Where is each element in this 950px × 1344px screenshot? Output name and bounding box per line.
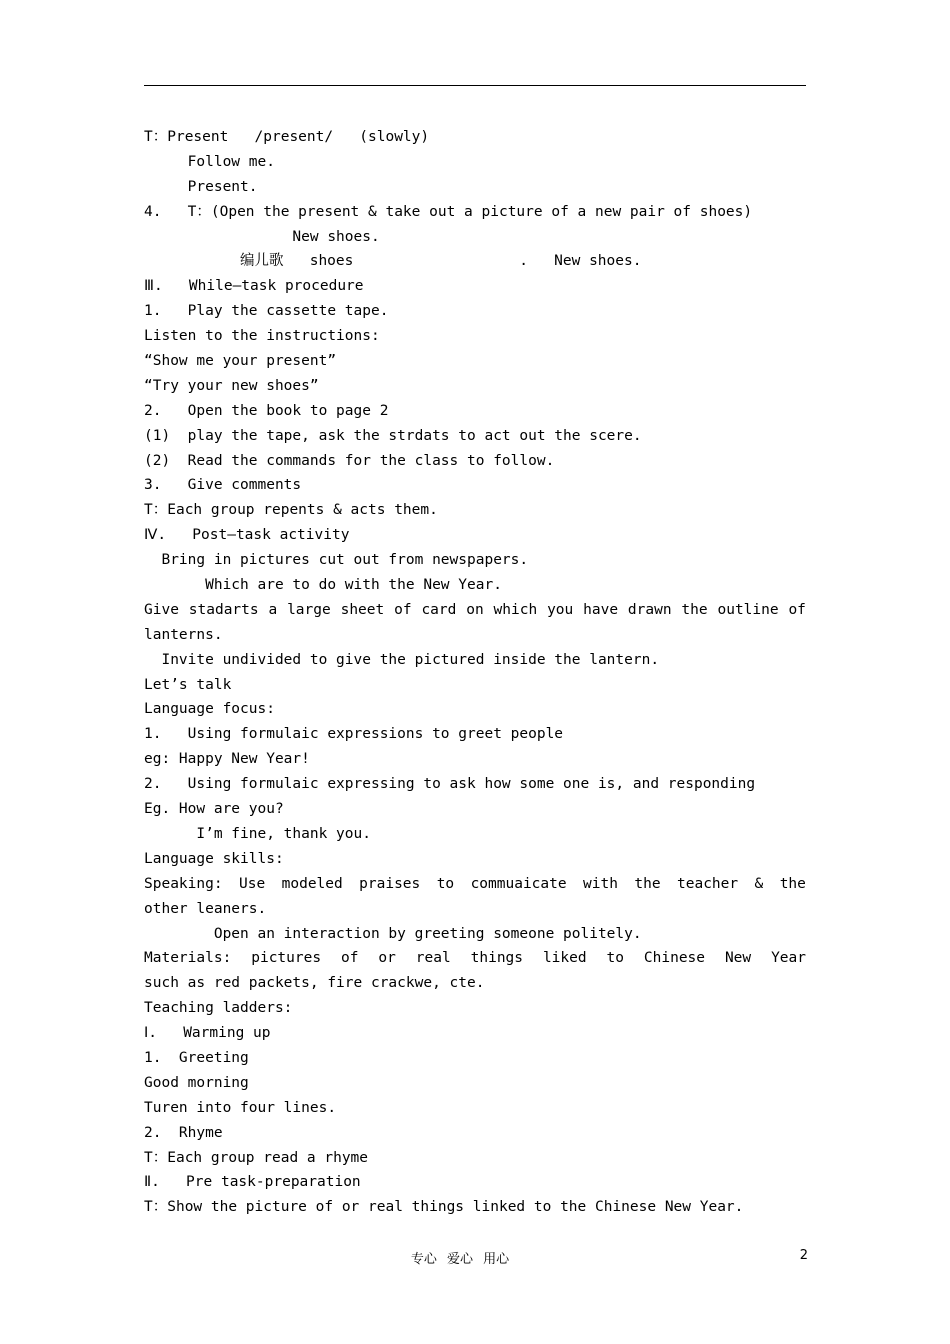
page-footer [0, 1248, 950, 1268]
text-line: other leaners. [144, 900, 267, 917]
text-line: 4. T：(Open the present & take out a picture of a new pair of shoes) [144, 203, 753, 220]
text-line: 2. Open the book to page 2 [144, 402, 389, 419]
text-line: Which are to do with the New Year. [144, 577, 502, 594]
text-line: Invite undivided to give the pictured inside the lantern. [144, 651, 660, 668]
word: with [583, 875, 618, 892]
text-line: Ⅱ. Pre task-preparation [144, 1174, 361, 1191]
text-line: I’m fine, thank you. [144, 825, 371, 842]
word: card [421, 601, 457, 618]
text-line: Language focus: [144, 701, 275, 718]
text-line: Present. [144, 178, 258, 195]
text-line: T：Present /present/ (slowly) [144, 129, 430, 145]
text-line: Ⅰ. Warming up [144, 1025, 271, 1042]
word: of [788, 601, 806, 618]
word: Give [144, 601, 179, 618]
word: on [466, 601, 484, 618]
page-number: 2 [799, 1248, 808, 1263]
text-line: Follow me. [144, 153, 275, 170]
text-line [144, 946, 806, 971]
text-line: “Try your new shoes” [144, 377, 319, 394]
word: praises [359, 875, 421, 892]
word: drawn [627, 601, 672, 618]
text-line: Eg. How are you? [144, 801, 284, 818]
word: Chinese [643, 950, 706, 967]
word: teacher [677, 875, 739, 892]
word: Use [239, 875, 266, 892]
text-line: such as red packets, fire crackwe, cte. [144, 975, 485, 992]
text-line: “Show me your present” [144, 353, 337, 370]
text-line: T：Each group repents & acts them. [144, 502, 438, 519]
word: to [436, 875, 455, 892]
text-line: (1) play the tape, ask the strdats to act out the scere. [144, 427, 642, 444]
text-line [144, 598, 806, 623]
text-line: 3. Give comments [144, 477, 302, 494]
footer-motto: 专心 爱心 用心 [410, 1252, 510, 1267]
text-line: 1. Using formulaic expressions to greet people [144, 726, 564, 743]
word: sheet [340, 601, 385, 618]
word: which [493, 601, 538, 618]
text-line: Ⅳ. Post—task activity [144, 527, 350, 544]
header-rule [144, 85, 806, 86]
word: or [378, 950, 396, 967]
text-line: 2. Using formulaic expressing to ask how some one is, and responding [144, 776, 756, 793]
word: large [287, 601, 331, 618]
word: of [394, 601, 412, 618]
word: the [779, 875, 806, 892]
text-line: eg: Happy New Year! [144, 751, 310, 768]
word: outline [717, 601, 779, 618]
word: a [268, 601, 278, 618]
text-line: Listen to the instructions: [144, 328, 380, 345]
text-line: 1. Play the cassette tape. [144, 303, 389, 320]
text-line: (2) Read the commands for the class to follow. [144, 452, 555, 469]
text-line: Open an interaction by greeting someone politely. [144, 925, 642, 942]
text-line: Let’s talk [144, 676, 232, 693]
word: the [681, 601, 708, 618]
body-text [144, 125, 806, 1220]
text-line: Bring in pictures cut out from newspapers. [144, 552, 529, 569]
text-line: 编儿歌 shoes . New shoes. [144, 253, 642, 270]
text-line: lanterns. [144, 626, 223, 643]
word: to [606, 950, 624, 967]
text-line: 2. Rhyme [144, 1124, 223, 1141]
text-line: T：Show the picture of or real things linked to the Chinese New Year. [144, 1199, 744, 1216]
word: commuaicate [470, 875, 567, 892]
text-line: Language skills: [144, 850, 284, 867]
word: liked [542, 950, 587, 967]
text-line: T：Each group read a rhyme [144, 1149, 369, 1166]
word: Year [771, 950, 806, 967]
word: & [754, 875, 764, 892]
text-line: Good morning [144, 1074, 249, 1091]
word: real [415, 950, 451, 967]
word: you [547, 601, 574, 618]
word: have [583, 601, 619, 618]
text-line: Turen into four lines. [144, 1099, 337, 1116]
word: things [470, 950, 524, 967]
word: pictures [251, 950, 322, 967]
word: the [634, 875, 661, 892]
text-line: Teaching ladders: [144, 1000, 293, 1017]
word: Materials: [144, 950, 232, 967]
text-line [144, 872, 806, 897]
word: modeled [281, 875, 343, 892]
word: stadarts [188, 601, 259, 618]
text-line: 1. Greeting [144, 1049, 249, 1066]
word: Speaking: [144, 875, 223, 892]
text-line: New shoes. [144, 228, 380, 245]
word: New [724, 950, 752, 967]
word: of [341, 950, 359, 967]
text-line: Ⅲ. While—task procedure [144, 278, 364, 295]
